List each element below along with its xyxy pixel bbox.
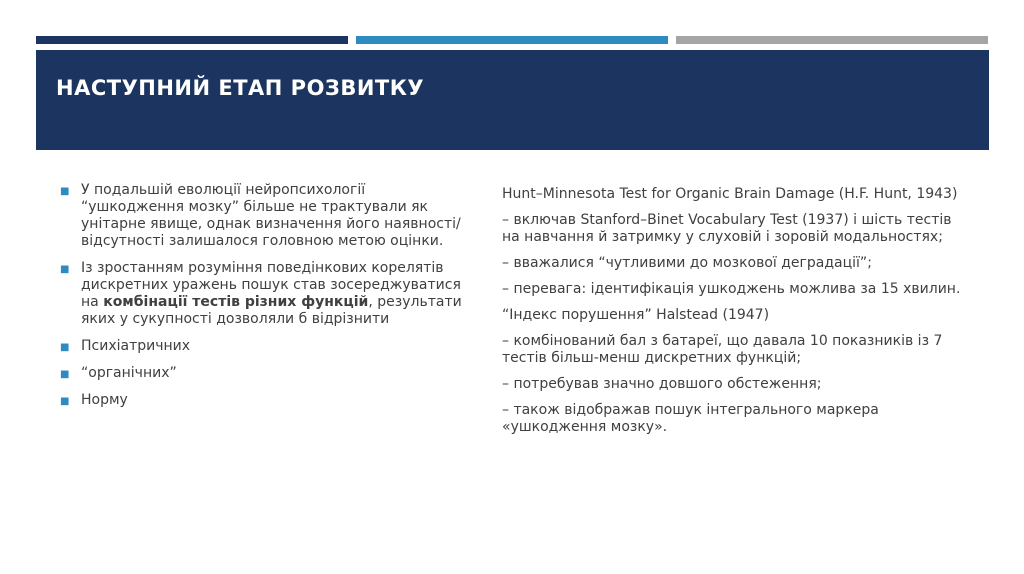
slide-title: НАСТУПНИЙ ЕТАП РОЗВИТКУ [56,76,425,100]
bullet-text: Психіатричних [81,338,191,354]
bullet-text: “органічних” [81,365,177,381]
bullet-text-part: Із зростанням розуміння поведінкових корелятів дискретних уражень пошук став зосереджуватися на [81,260,461,310]
left-bullet-list [60,182,470,419]
paragraph: – також відображав пошук інтегрального маркера «ушкодження мозку». [502,402,879,435]
top-accent-bar-blue [356,36,668,44]
bullet-item [60,260,470,328]
square-bullet-icon: ■ [60,186,70,197]
paragraph: – комбінований бал з батареї, що давала 10 показників із 7 тестів більш-менш дискретних функцій; [502,333,943,366]
paragraph: – перевага: ідентифікація ушкоджень можлива за 15 хвилин. [502,281,961,297]
top-accent-bar-navy [36,36,348,44]
bullet-text-bold: комбінації тестів різних функцій [103,294,369,310]
bullet-text: У подальшій еволюції нейропсихології “ушкодження мозку” більше не трактували як унітарне явище, однак визначення його наявності/відсутності залишалося головною метою оцінки. [81,182,461,249]
paragraph: Hunt–Minnesota Test for Organic Brain Damage (H.F. Hunt, 1943) [502,186,958,202]
paragraph: “Індекс порушення” Halstead (1947) [502,307,770,323]
bullet-text-part: , результати яких у сукупності дозволяли б відрізнити [81,294,462,327]
bullet-item [60,182,470,250]
bullet-item [60,338,470,355]
paragraph: – включав Stanford–Binet Vocabulary Test (1937) і шість тестів на навчання й затримку у слуховій і зоровій модальностях; [502,212,952,245]
bullet-item [60,392,470,409]
square-bullet-icon: ■ [60,264,70,275]
square-bullet-icon: ■ [60,342,70,353]
square-bullet-icon: ■ [60,396,70,407]
bullet-item [60,365,470,382]
bullet-text: Норму [81,392,128,408]
title-banner [36,50,989,150]
paragraph: – потребував значно довшого обстеження; [502,376,822,392]
paragraph: – вважалися “чутливими до мозкової деградації”; [502,255,872,271]
bullet-text [81,260,462,327]
square-bullet-icon: ■ [60,369,70,380]
right-text-column [502,186,967,445]
top-accent-bar-gray [676,36,988,44]
